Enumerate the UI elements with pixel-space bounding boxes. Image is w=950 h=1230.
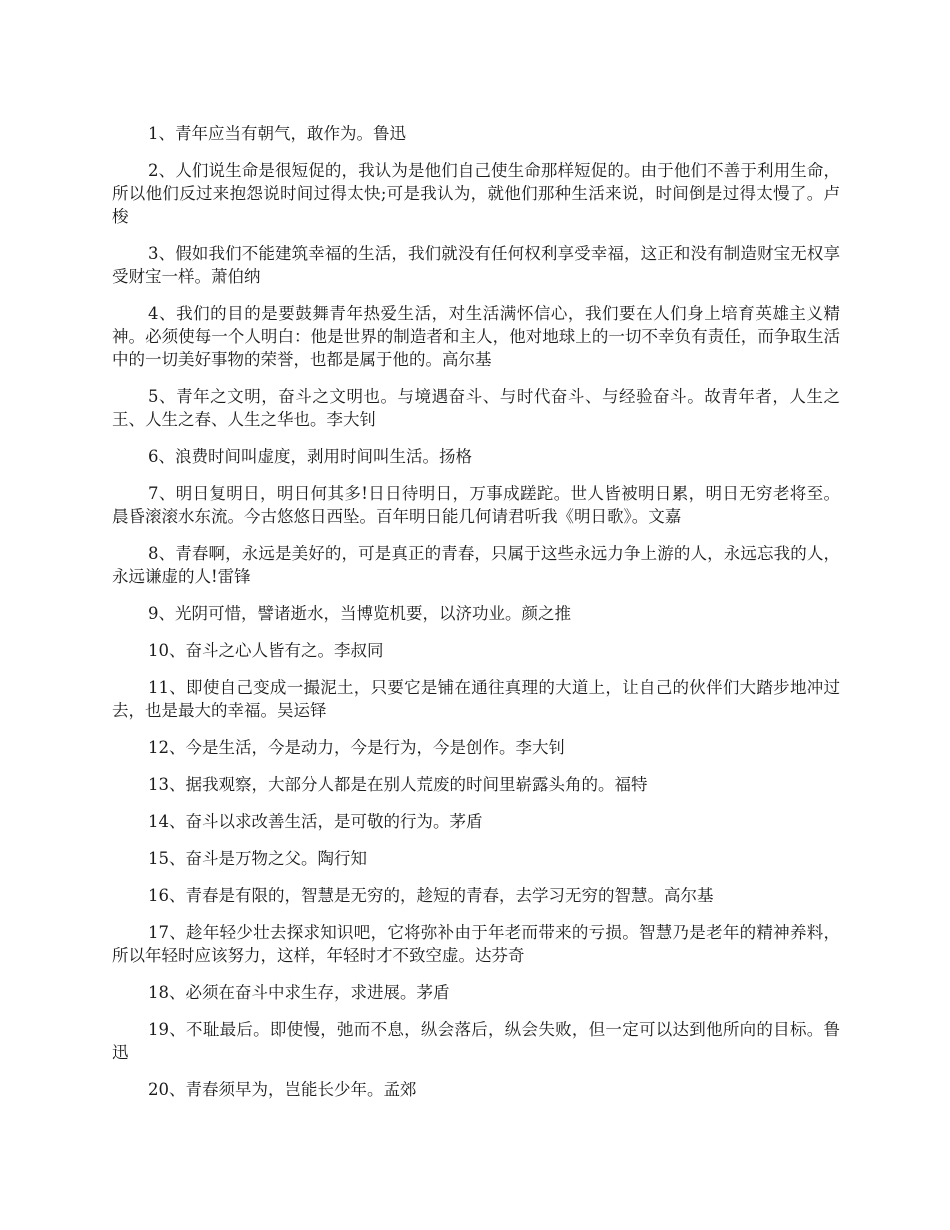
- quote-paragraph-15: 15、奋斗是万物之父。陶行知: [148, 849, 367, 868]
- quote-paragraph-8: 8、青春啊，永远是美好的，可是真正的青春，只属于这些永远力争上游的人，永远忘我的人，永远谦虚的人!雷锋: [112, 544, 840, 586]
- quote-paragraph-20: 20、青春须早为，岂能长少年。孟郊: [148, 1080, 417, 1099]
- quote-paragraph-17: 17、趁年轻少壮去探求知识吧，它将弥补由于年老而带来的亏损。智慧乃是老年的精神养料，所以年轻时应该努力，这样，年轻时才不致空虚。达芬奇: [112, 923, 840, 965]
- quote-paragraph-4: 4、我们的目的是要鼓舞青年热爱生活，对生活满怀信心，我们要在人们身上培育英雄主义精神。必须使每一个人明白：他是世界的制造者和主人，他对地球上的一切不幸负有责任，而争取生活中的一切美好事物的荣誉，也都是属于他的。高尔基: [112, 304, 840, 369]
- document-body: [112, 122, 840, 1115]
- quote-paragraph-18: 18、必须在奋斗中求生存，求进展。茅盾: [148, 983, 450, 1002]
- quote-paragraph-12: 12、今是生活，今是动力，今是行为，今是创作。李大钊: [148, 738, 565, 757]
- quote-paragraph-14: 14、奋斗以求改善生活，是可敬的行为。茅盾: [148, 812, 483, 831]
- quote-paragraph-16: 16、青春是有限的，智慧是无穷的，趁短的青春，去学习无穷的智慧。高尔基: [148, 886, 714, 905]
- quote-paragraph-9: 9、光阴可惜，譬诸逝水，当博览机要，以济功业。颜之推: [148, 604, 571, 623]
- quote-paragraph-10: 10、奋斗之心人皆有之。李叔同: [148, 641, 384, 660]
- quote-paragraph-5: 5、青年之文明，奋斗之文明也。与境遇奋斗、与时代奋斗、与经验奋斗。故青年者，人生之王、人生之春、人生之华也。李大钊: [112, 387, 840, 429]
- quote-paragraph-7: 7、明日复明日，明日何其多!日日待明日，万事成蹉跎。世人皆被明日累，明日无穷老将至。晨昏滚滚水东流。今古悠悠日西坠。百年明日能几何请君听我《明日歌》。文嘉: [112, 484, 840, 526]
- quote-paragraph-13: 13、据我观察，大部分人都是在别人荒废的时间里崭露头角的。福特: [148, 775, 648, 794]
- quote-paragraph-11: 11、即使自己变成一撮泥土，只要它是铺在通往真理的大道上，让自己的伙伴们大踏步地冲过去，也是最大的幸福。吴运铎: [112, 678, 840, 720]
- quote-paragraph-2: 2、人们说生命是很短促的，我认为是他们自己使生命那样短促的。由于他们不善于利用生命，所以他们反过来抱怨说时间过得太快;可是我认为，就他们那种生活来说，时间倒是过得太慢了。卢梭: [112, 161, 840, 226]
- quote-paragraph-3: 3、假如我们不能建筑幸福的生活，我们就没有任何权利享受幸福，这正和没有制造财宝无权享受财宝一样。萧伯纳: [112, 244, 840, 286]
- quote-paragraph-6: 6、浪费时间叫虚度，剥用时间叫生活。扬格: [148, 447, 472, 466]
- quote-paragraph-1: 1、青年应当有朝气，敢作为。鲁迅: [148, 124, 406, 143]
- quote-paragraph-19: 19、不耻最后。即使慢，弛而不息，纵会落后，纵会失败，但一定可以达到他所向的目标。鲁迅: [112, 1020, 840, 1062]
